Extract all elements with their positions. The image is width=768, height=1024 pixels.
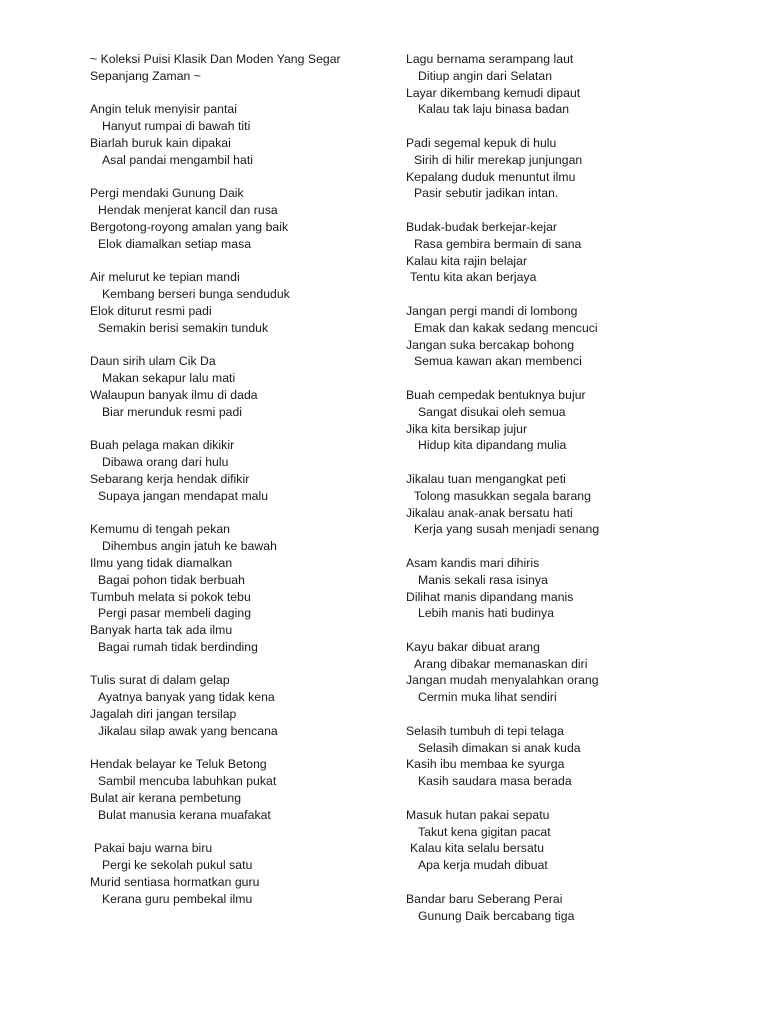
verse-line: Dihembus angin jatuh ke bawah [102,539,277,554]
pantun-stanza [406,387,746,454]
verse-line: Pergi ke sekolah pukul satu [102,858,253,873]
verse-line: Kembang berseri bunga senduduk [102,287,290,302]
verse-line: Kayu bakar dibuat arang [406,639,540,654]
verse-line: Padi segemal kepuk di hulu [406,135,557,150]
stanza-gap [406,370,746,387]
verse-line: Apa kerja mudah dibuat [418,858,548,873]
verse-line: Bulat manusia kerana muafakat [98,807,271,822]
verse-line: Jikalau tuan mengangkat peti [406,471,566,486]
verse-line: Air melurut ke tepian mandi [90,270,240,285]
verse-line: Takut kena gigitan pacat [418,824,551,839]
stanza-gap [90,337,420,354]
pantun-stanza [406,51,746,118]
verse-line: Angin teluk menyisir pantai [90,102,237,117]
pantun-stanza [90,185,420,252]
pantun-stanza [90,672,420,739]
verse-line: Sangat disukai oleh semua [418,404,566,419]
verse-line: Dibawa orang dari hulu [102,455,229,470]
verse-line: Kalau kita rajin belajar [406,253,528,268]
verse-line: Layar dikembang kemudi dipaut [406,85,581,100]
verse-line: Kalau tak laju binasa badan [418,102,570,117]
verse-line: Budak-budak berkejar-kejar [406,219,558,234]
verse-line: Kerana guru pembekal ilmu [102,891,253,906]
verse-line: Kerja yang susah menjadi senang [414,522,600,537]
verse-line: Tulis surat di dalam gelap [90,673,230,688]
verse-line: Murid sentiasa hormatkan guru [90,875,260,890]
verse-line: Makan sekapur lalu mati [102,371,236,386]
stanza-gap [406,454,746,471]
verse-line: Biarlah buruk kain dipakai [90,135,231,150]
verse-line: Bergotong-royong amalan yang baik [90,219,289,234]
stanza-gap [90,421,420,438]
verse-line: Bandar baru Seberang Perai [406,891,563,906]
stanza-gap [406,286,746,303]
stanza-gap [406,118,746,135]
verse-line: Walaupun banyak ilmu di dada [90,387,258,402]
stanza-gap [90,824,420,841]
pantun-stanza [406,219,746,286]
verse-line: Jangan suka bercakap bohong [406,337,575,352]
verse-line: Semakin berisi semakin tunduk [98,320,269,335]
verse-line: Pergi mendaki Gunung Daik [90,186,244,201]
verse-line: Jangan pergi mandi di lombong [406,303,578,318]
verse-line: Bagai pohon tidak berbuah [98,572,245,587]
pantun-stanza [406,807,746,874]
verse-line: Ilmu yang tidak diamalkan [90,555,233,570]
verse-line: Selasih tumbuh di tepi telaga [406,723,564,738]
stanza-gap [406,622,746,639]
right-column [406,51,746,924]
verse-line: Hidup kita dipandang mulia [418,438,567,453]
verse-line: Kasih saudara masa berada [418,774,572,789]
verse-line: Rasa gembira bermain di sana [414,236,582,251]
verse-line: Emak dan kakak sedang mencuci [414,320,598,335]
document-title-line-1: ~ Koleksi Puisi Klasik Dan Moden Yang Segar [90,52,341,66]
verse-line: Daun sirih ulam Cik Da [90,354,216,369]
verse-line: Asam kandis mari dihiris [406,555,540,570]
verse-line: Jika kita bersikap jujur [406,421,528,436]
document-title-line-2: Sepanjang Zaman ~ [90,68,201,83]
verse-line: Dilihat manis dipandang manis [406,589,574,604]
verse-line: Tentu kita akan berjaya [410,270,537,285]
verse-line: Semua kawan akan membenci [414,354,582,369]
verse-line: Pasir sebutir jadikan intan. [414,186,559,201]
stanza-gap [90,740,420,757]
verse-line: Kepalang duduk menuntut ilmu [406,169,576,184]
verse-line: Arang dibakar memanaskan diri [414,656,588,671]
pantun-stanza [406,555,746,622]
stanza-gap [90,85,420,102]
verse-line: Pakai baju warna biru [94,841,213,856]
verse-line: Sebarang kerja hendak difikir [90,471,250,486]
verse-line: Bagai rumah tidak berdinding [98,639,258,654]
stanza-gap [90,169,420,186]
pantun-stanza [406,303,746,370]
verse-line: Elok diturut resmi padi [90,303,212,318]
stanza-gap [406,706,746,723]
verse-line: Selasih dimakan si anak kuda [418,740,581,755]
verse-line: Hanyut rumpai di bawah titi [102,119,251,134]
verse-line: Sirih di hilir merekap junjungan [414,152,583,167]
verse-line: Elok diamalkan setiap masa [98,236,252,251]
stanza-gap [90,253,420,270]
pantun-stanza [90,101,420,168]
verse-line: Tolong masukkan segala barang [414,488,591,503]
verse-line: Kasih ibu membaa ke syurga [406,757,565,772]
verse-line: Sambil mencuba labuhkan pukat [98,774,277,789]
stanza-gap [406,538,746,555]
pantun-stanza [90,756,420,823]
verse-line: Buah cempedak bentuknya bujur [406,387,586,402]
verse-line: Jikalau silap awak yang bencana [98,723,278,738]
left-column [90,51,420,908]
verse-line: Ayatnya banyak yang tidak kena [98,690,275,705]
verse-line: Jangan mudah menyalahkan orang [406,673,599,688]
pantun-stanza [406,723,746,790]
verse-line: Buah pelaga makan dikikir [90,438,235,453]
verse-line: Asal pandai mengambil hati [102,152,254,167]
pantun-stanza [90,521,420,655]
pantun-stanza [90,269,420,336]
stanza-gap [406,202,746,219]
verse-line: Banyak harta tak ada ilmu [90,623,233,638]
stanza-gap [406,790,746,807]
verse-line: Lebih manis hati budinya [418,606,555,621]
verse-line: Kalau kita selalu bersatu [410,841,545,856]
verse-line: Lagu bernama serampang laut [406,52,574,66]
verse-line: Hendak menjerat kancil dan rusa [98,203,278,218]
verse-line: Kemumu di tengah pekan [90,522,230,537]
pantun-stanza [406,471,746,538]
verse-line: Hendak belayar ke Teluk Betong [90,757,267,772]
verse-line: Masuk hutan pakai sepatu [406,807,550,822]
pantun-stanza [406,891,746,925]
verse-line: Manis sekali rasa isinya [418,572,548,587]
stanza-gap [90,656,420,673]
verse-line: Cermin muka lihat sendiri [418,690,557,705]
verse-line: Jikalau anak-anak bersatu hati [406,505,573,520]
pantun-stanza [406,135,746,202]
verse-line: Ditiup angin dari Selatan [418,68,553,83]
verse-line: Supaya jangan mendapat malu [98,488,269,503]
verse-line: Pergi pasar membeli daging [98,606,252,621]
verse-line: Bulat air kerana pembetung [90,791,242,806]
verse-line: Gunung Daik bercabang tiga [418,908,575,923]
stanza-gap [90,505,420,522]
pantun-stanza [90,840,420,907]
pantun-stanza [90,353,420,420]
verse-line: Jagalah diri jangan tersilap [90,707,237,722]
verse-line: Tumbuh melata si pokok tebu [90,589,251,604]
pantun-stanza [406,639,746,706]
verse-line: Biar merunduk resmi padi [102,404,243,419]
stanza-gap [406,874,746,891]
pantun-stanza [90,437,420,504]
